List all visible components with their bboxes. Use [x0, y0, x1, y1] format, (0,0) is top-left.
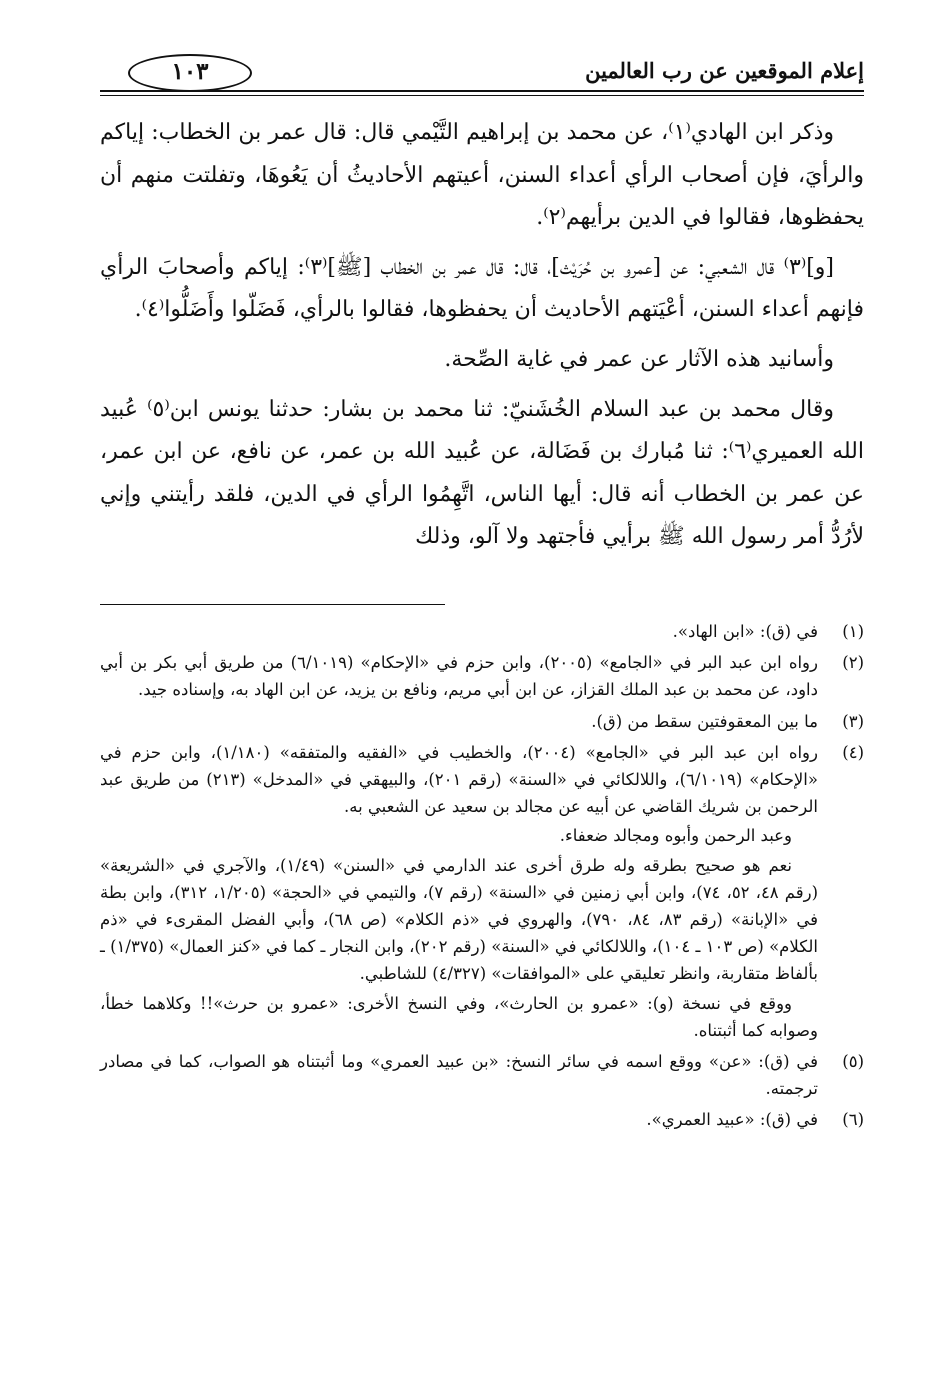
footnote-body — [100, 739, 818, 1044]
footnote-separator — [100, 604, 445, 605]
footnote-text: في (ق): «ابن الهاد». — [672, 622, 818, 641]
page-number-badge: ١٠٣ — [128, 54, 252, 92]
footnote — [100, 708, 864, 735]
footnote-text: رواه ابن عبد البر في «الجامع» (٢٠٠٥)، وابن حزم في «الإحكام» (٦/١٠١٩) من طريق أبي بكر بن أبي داود، عن محمد بن عبد الملك القزاز، عن ابن أبي مريم، ونافع بن يزيد، عن ابن الهاد به، وإسناده جيد. — [100, 653, 818, 700]
footnote-body — [100, 708, 818, 735]
footnote — [100, 649, 864, 703]
footnote — [100, 618, 864, 645]
footnote-text: في (ق): «عبيد العمري». — [646, 1110, 818, 1130]
footnote-number: (٢) — [842, 653, 864, 673]
main-paragraph: وأسانيد هذه الآثار عن عمر في غاية الصِّحة. — [444, 346, 834, 372]
header-rule-thick — [100, 90, 864, 92]
header-rule-thin — [100, 95, 864, 96]
footnote-number: (٤) — [842, 742, 864, 762]
footnote-number: (٥) — [842, 1052, 864, 1072]
footnote-text: رواه ابن عبد البر في «الجامع» (٢٠٠٤)، والخطيب في «الفقيه والمتفقه» (١/١٨٠)، وابن حزم في «الإحكام» (٦/١٠١٩)، واللالكائي في «السنة» (رقم ٢٠١)، والبيهقي في «المدخل» (٢١٣) من طريق عبد الرحمن بن شريك القاضي عن أبيه عن مجالد بن سعيد عن الشعبي به. — [100, 742, 818, 817]
footnotes — [100, 618, 864, 1134]
footnote-number: (٦) — [842, 1110, 864, 1130]
footnote-text: وعبد الرحمن وأبوه ومجالد ضعفاء. — [559, 826, 792, 846]
footnote — [100, 1106, 864, 1133]
running-title: إعلام الموقعين عن رب العالمين — [585, 58, 864, 83]
footnote-body — [100, 649, 818, 703]
footnote-number: (١) — [842, 622, 864, 641]
footnote-text: ما بين المعقوفتين سقط من (ق). — [591, 711, 818, 731]
footnote-body — [100, 1048, 818, 1102]
footnote-text: ووقع في نسخة (و): «عمرو بن الحارث»، وفي النسخ الأخرى: «عمرو بن حرث»!! وكلاهما خطأ، وصوابه كما أثبتناه. — [100, 993, 818, 1040]
footnote — [100, 739, 864, 1044]
footnote-text: في (ق): «عن» ووقع اسمه في سائر النسخ: «بن عبيد العمري» وما أثبتناه هو الصواب، كما في مصادر ترجمته. — [100, 1052, 818, 1099]
main-paragraph: [و]⁽٣⁾ قال الشعبي: عن [عمرو بن حُرَيْث]، قال: قال عمر بن الخطاب [ﷺ]⁽٣⁾: إياكم وأصحابَ الرأي فإنهم أعداء السنن، أعْيَتهم الأحاديث أن يحفظوها، فقالوا بالرأي، فَضَلّوا وأَضَلُّوا⁽٤⁾. — [100, 254, 864, 323]
page-header — [100, 54, 864, 98]
footnote-number: (٣) — [842, 711, 864, 731]
main-text — [100, 112, 864, 559]
footnote — [100, 1048, 864, 1102]
footnote-text: نعم هو صحيح بطرقه وله طرق أخرى عند الدارمي في «السنن» (١/٤٩)، والآجري في «الشريعة» (رقم ٤٨، ٥٢، ٧٤)، وابن أبي زمنين في «السنة» (رقم ٧)، والتيمي في «الحجة» (١/٢٠٥، ٣١٢)، وابن بطة في «الإبانة» (رقم ٨٣، ٨٤، ٧٩٠)، والهروي في «ذم الكلام» (ص ٦٨)، وأبي الفضل المقرىء في «ذم الكلام» (ص ١٠٣ ـ ١٠٤)، واللالكائي في «السنة» (رقم ٢٠٢)، وابن النجار ـ كما في «كنز العمال» (١/٣٧٥) ـ بألفاظ متقاربة، وانظر تعليقي على «الموافقات» (٤/٣٢٧) للشاطبي. — [100, 855, 819, 984]
footnote-body — [100, 1106, 818, 1133]
footnote-body — [100, 618, 818, 645]
main-paragraph: وذكر ابن الهادي⁽١⁾، عن محمد بن إبراهيم التَّيْمي قال: قال عمر بن الخطاب: إياكم والرأيَ، فإن أصحاب الرأي أعداء السنن، أعيتهم الأحاديثُ أن يَعُوهَا، وتفلتت منهم أن يحفظوها، فقالوا في الدين برأيهم⁽٢⁾. — [100, 120, 864, 231]
main-paragraph: وقال محمد بن عبد السلام الخُشَنيّ: ثنا محمد بن بشار: حدثنا يونس ابن⁽٥⁾ عُبيد الله العميري⁽٦⁾: ثنا مُبارك بن فَضَالة، عن عُبيد الله بن عمر، عن نافع، عن ابن عمر، عن عمر بن الخطاب أنه قال: أيها الناس، اتَّهِمُوا الرأي في الدين، فلقد رأيتني وإني لأرُدُّ أمر رسول الله ﷺ برأيي فأجتهد ولا آلو، وذلك — [100, 396, 865, 550]
